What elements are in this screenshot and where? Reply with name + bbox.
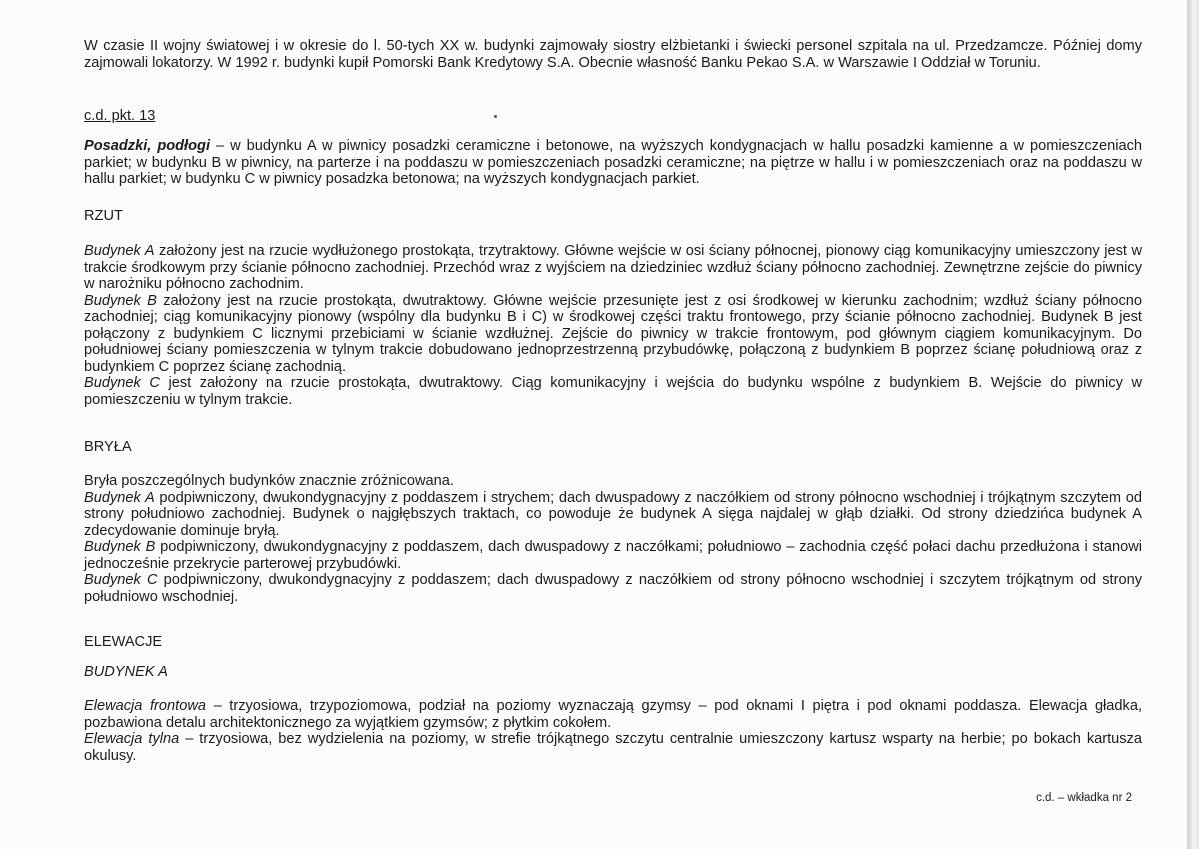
bryla-c-term: Budynek C xyxy=(84,572,158,588)
front-term: Elewacja frontowa xyxy=(84,698,206,714)
bryla-a-text: podpiwniczony, dwukondygnacyjny z poddaszem i strychem; dach dwuspadowy z naczółkiem od strony północno wschodniej i trójkątnym szczytem od strony południowo zachodniej. Budynek o najgłębszych traktach, co powoduje że budynek A sięga najdalej w głąb działki. Od strony dziedzińca budynek A zdecydowanie dominuje bryłą. xyxy=(84,489,1142,539)
rzut-c-text: jest założony na rzucie prostokąta, dwutraktowy. Ciąg komunikacyjny i wejścia do budynku wspólne z budynkiem B. Wejście do piwnicy w pomieszczeniu w tylnym trakcie. xyxy=(84,375,1142,408)
intro-paragraph: W czasie II wojny światowej i w okresie do l. 50-tych XX w. budynki zajmowały siostry elżbietanki i świecki personel szpitala na ul. Przedzamcze. Później domy zajmowali lokatorzy. W 1992 r. budynki kupił Pomorski Bank Kredytowy S.A. Obecnie własność Banku Pekao S.A. w Warszawie I Oddział w Toruniu. xyxy=(84,38,1142,71)
bryla-building-b xyxy=(84,539,1142,572)
rzut-a-text: założony jest na rzucie wydłużonego prostokąta, trzytraktowy. Główne wejście w osi ściany północnej, pionowy ciąg komunikacyjny umieszczony jest w trakcie środkowym przy ścianie północno zachodniej. Przechód wraz z wyjściem na dziedziniec wzdłuż ściany północno zachodniej. Zewnętrzne zejście do piwnicy w narożniku północno zachodnim. xyxy=(84,243,1142,292)
bryla-heading: BRYŁA xyxy=(84,439,132,455)
elewacja-tylna xyxy=(84,731,1142,764)
rzut-building-b xyxy=(84,293,1142,376)
back-term: Elewacja tylna xyxy=(84,731,180,747)
scan-speck xyxy=(494,115,497,118)
cd-heading-text: c.d. pkt. 13 xyxy=(84,108,156,124)
footer-note: c.d. – wkładka nr 2 xyxy=(1036,792,1132,804)
posadzki-term: Posadzki, podłogi xyxy=(84,138,210,154)
front-text: – trzyosiowa, trzypoziomowa, podział na poziomy wyznaczają gzymsy – pod oknami I piętra i pod oknami poddasza. Elewacja gładka, pozbawiona detalu architektonicznego za wyjątkiem gzymsów; z płytkim cokołem. xyxy=(84,698,1142,731)
bryla-a-term: Budynek A xyxy=(84,489,155,506)
bryla-building-a xyxy=(84,490,1142,540)
rzut-b-text: założony jest na rzucie prostokąta, dwutraktowy. Główne wejście przesunięte jest z osi środkowej w kierunku zachodnim; wzdłuż ściany północno zachodniej; ciąg komunikacyjny pionowy (wspólny dla budynku B i C) w środkowej części traktu frontowego, przy ścianie północno zachodniej. Budynek B jest połączony z budynkiem C licznymi przebiciami w ścianie wzdłużnej. Zejście do piwnicy w trakcie frontowym, pod głównym ciągiem komunikacyjnym. Do południowej ściany pomieszczenia w tylnym trakcie dobudowano jednoprzestrzenną przybudówkę, połączoną z budynkiem B poprzez ścianę południową oraz z budynkiem C poprzez ścianę zachodnią. xyxy=(84,292,1142,375)
bryla-c-text: podpiwniczony, dwukondygnacyjny z poddaszem; dach dwuspadowy z naczółkiem od strony północno wschodniej i szczytem trójkątnym od strony południowo wschodniej. xyxy=(84,572,1142,605)
page-edge-shadow xyxy=(1187,0,1199,849)
rzut-c-term: Budynek C xyxy=(84,375,160,391)
section-cd-heading xyxy=(84,108,1142,125)
bryla-b-text: podpiwniczony, dwukondygnacyjny z poddaszem, dach dwuspadowy z naczółkami; południowo – zachodnia część połaci dachu przedłużona i stanowi jednocześnie przekrycie parterowej przybudówki. xyxy=(84,539,1142,572)
rzut-section xyxy=(84,243,1142,408)
bryla-b-term: Budynek B xyxy=(84,539,156,555)
elewacje-section xyxy=(84,698,1142,764)
bryla-building-c xyxy=(84,572,1142,605)
back-text: – trzyosiowa, bez wydzielenia na poziomy, w strefie trójkątnego szczytu centralnie umieszczony kartusz wsparty na herbie; po bokach kartusza okulusy. xyxy=(84,731,1142,764)
elewacje-heading: ELEWACJE xyxy=(84,634,163,650)
bryla-intro: Bryła poszczególnych budynków znacznie zróżnicowana. xyxy=(84,473,454,489)
elewacja-frontowa xyxy=(84,698,1142,731)
rzut-a-term: Budynek A xyxy=(84,243,155,259)
rzut-b-term: Budynek B xyxy=(84,292,157,309)
budynek-a-subheading: BUDYNEK A xyxy=(84,664,168,680)
rzut-building-c xyxy=(84,375,1142,408)
bryla-section xyxy=(84,473,1142,605)
posadzki-text: – w budynku A w piwnicy posadzki ceramiczne i betonowe, na wyższych kondygnacjach w hallu posadzki kamienne a w pomieszczeniach parkiet; w budynku B w piwnicy, na parterze i na poddaszu w pomieszczeniach posadzki ceramiczne; na piętrze w hallu i w pomieszczeniach oraz na poddaszu w hallu parkiet; w budynku C w piwnicy posadzka betonowa; na wyższych kondygnacjach parkiet. xyxy=(84,138,1142,187)
elewacje-subheading xyxy=(84,664,1142,681)
rzut-building-a xyxy=(84,243,1142,293)
posadzki-paragraph xyxy=(84,138,1142,188)
rzut-heading: RZUT xyxy=(84,208,123,224)
